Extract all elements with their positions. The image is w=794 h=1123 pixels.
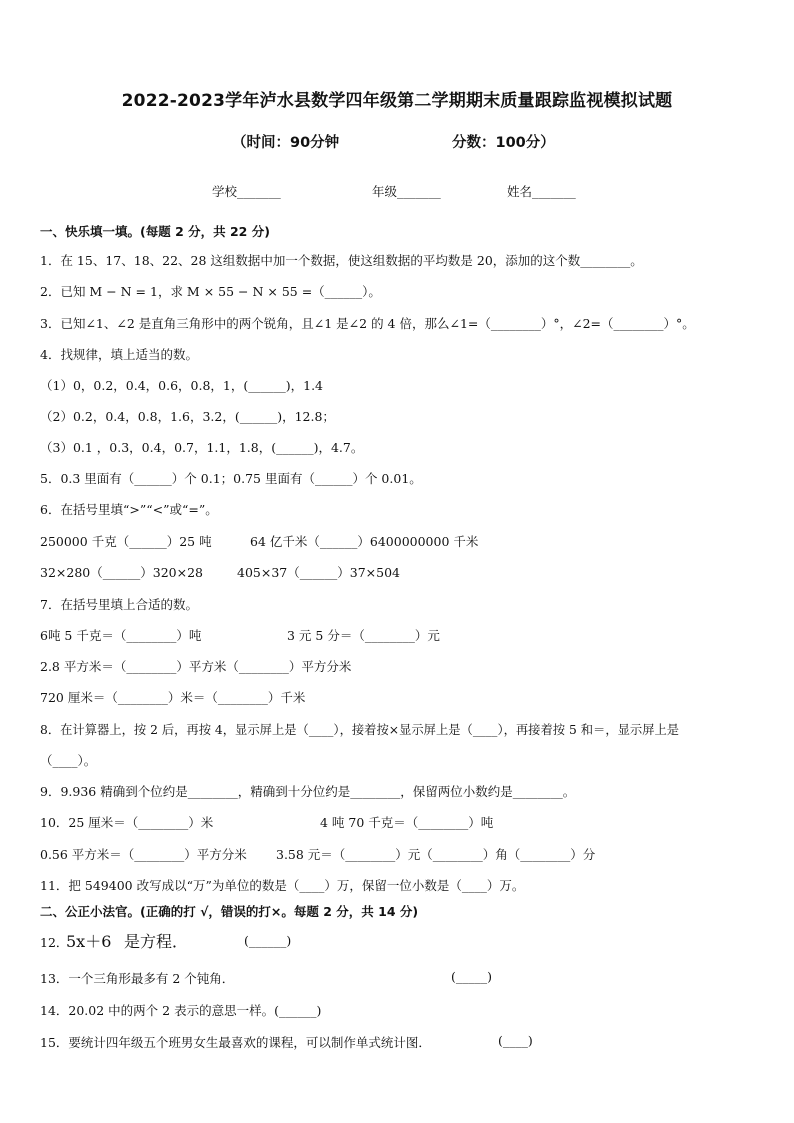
question-2: 2．已知 M − N = 1，求 M × 55 − N × 55 =（______）。 xyxy=(40,284,381,299)
question-10-d: 3.58 元＝（________）元（________）角（________）分 xyxy=(276,847,596,862)
question-13-blank: (_____) xyxy=(451,969,493,984)
question-6-d: 405×37（______）37×504 xyxy=(237,565,400,580)
question-7-a: 6吨 5 千克＝（________）吨 xyxy=(40,628,202,643)
question-4-3: （3）0.1 ，0.3，0.4，0.7，1.1，1.8，(______)，4.7。 xyxy=(40,440,364,455)
question-10-b: 4 吨 70 千克＝（________）吨 xyxy=(320,815,494,830)
question-8-continued: （____）。 xyxy=(40,753,97,768)
question-8: 8．在计算器上，按 2 后，再按 4，显示屏上是（____），接着按×显示屏上是（____），再接着按 5 和＝，显示屏上是 xyxy=(40,723,680,737)
exam-time: （时间：90分钟 xyxy=(232,135,340,151)
page-title: 2022-2023学年泸水县数学四年级第二学期期末质量跟踪监视模拟试题 xyxy=(121,91,673,111)
question-9: 9．9.936 精确到个位约是________，精确到十分位约是________，保留两位小数约是________。 xyxy=(40,784,576,799)
question-6: 6．在括号里填“>”“<”或“=”。 xyxy=(40,502,218,517)
question-12-text: 是方程． xyxy=(124,932,189,951)
question-12-blank: (______) xyxy=(244,933,292,948)
question-7: 7．在括号里填上合适的数。 xyxy=(40,597,198,612)
question-7-d: 720 厘米＝（________）米＝（________）千米 xyxy=(40,690,306,705)
question-5: 5．0.3 里面有（______）个 0.1；0.75 里面有（______）个 0.01。 xyxy=(40,471,422,486)
question-15-blank: (____) xyxy=(498,1033,533,1048)
question-1: 1．在 15、17、18、22、28 这组数据中加一个数据，使这组数据的平均数是 20，添加的这个数________。 xyxy=(40,253,643,268)
question-4-1: （1）0，0.2，0.4，0.6，0.8，1，(______)，1.4 xyxy=(40,378,324,393)
name-field: 姓名_______ xyxy=(507,184,576,199)
question-15: 15．要统计四年级五个班男女生最喜欢的课程，可以制作单式统计图． xyxy=(40,1035,431,1050)
section-heading-2: 二、公正小法官。(正确的打 √，错误的打×。每题 2 分，共 14 分) xyxy=(40,904,419,919)
question-14: 14．20.02 中的两个 2 表示的意思一样。(______) xyxy=(40,1003,322,1018)
question-10-c: 0.56 平方米＝（________）平方分米 xyxy=(40,847,247,862)
question-12-expression: 5x＋6 xyxy=(66,932,112,951)
question-11: 11．把 549400 改写成以“万”为单位的数是（____）万，保留一位小数是（____）万。 xyxy=(40,878,525,893)
question-4-2: （2）0.2，0.4，0.8，1.6，3.2，(______)，12.8； xyxy=(40,409,335,424)
question-6-a: 250000 千克（______）25 吨 xyxy=(40,534,212,549)
school-field: 学校_______ xyxy=(212,184,281,199)
question-7-c: 2.8 平方米＝（________）平方米（________）平方分米 xyxy=(40,659,352,674)
section-heading-1: 一、快乐填一填。(每题 2 分，共 22 分) xyxy=(40,224,270,239)
question-13: 13．一个三角形最多有 2 个钝角． xyxy=(40,971,235,986)
question-6-b: 64 亿千米（______）6400000000 千米 xyxy=(250,534,479,549)
exam-score: 分数：100分） xyxy=(452,135,555,151)
question-7-b: 3 元 5 分＝（________）元 xyxy=(287,628,440,643)
question-4: 4．找规律，填上适当的数。 xyxy=(40,347,198,362)
grade-field: 年级_______ xyxy=(372,184,441,199)
question-12-number: 12． xyxy=(40,935,69,950)
question-6-c: 32×280（______）320×28 xyxy=(40,565,203,580)
question-10-a: 10．25 厘米＝（________）米 xyxy=(40,815,214,830)
question-3: 3．已知∠1、∠2 是直角三角形中的两个锐角，且∠1 是∠2 的 4 倍，那么∠1=（________）°，∠2=（________）°。 xyxy=(40,316,695,331)
